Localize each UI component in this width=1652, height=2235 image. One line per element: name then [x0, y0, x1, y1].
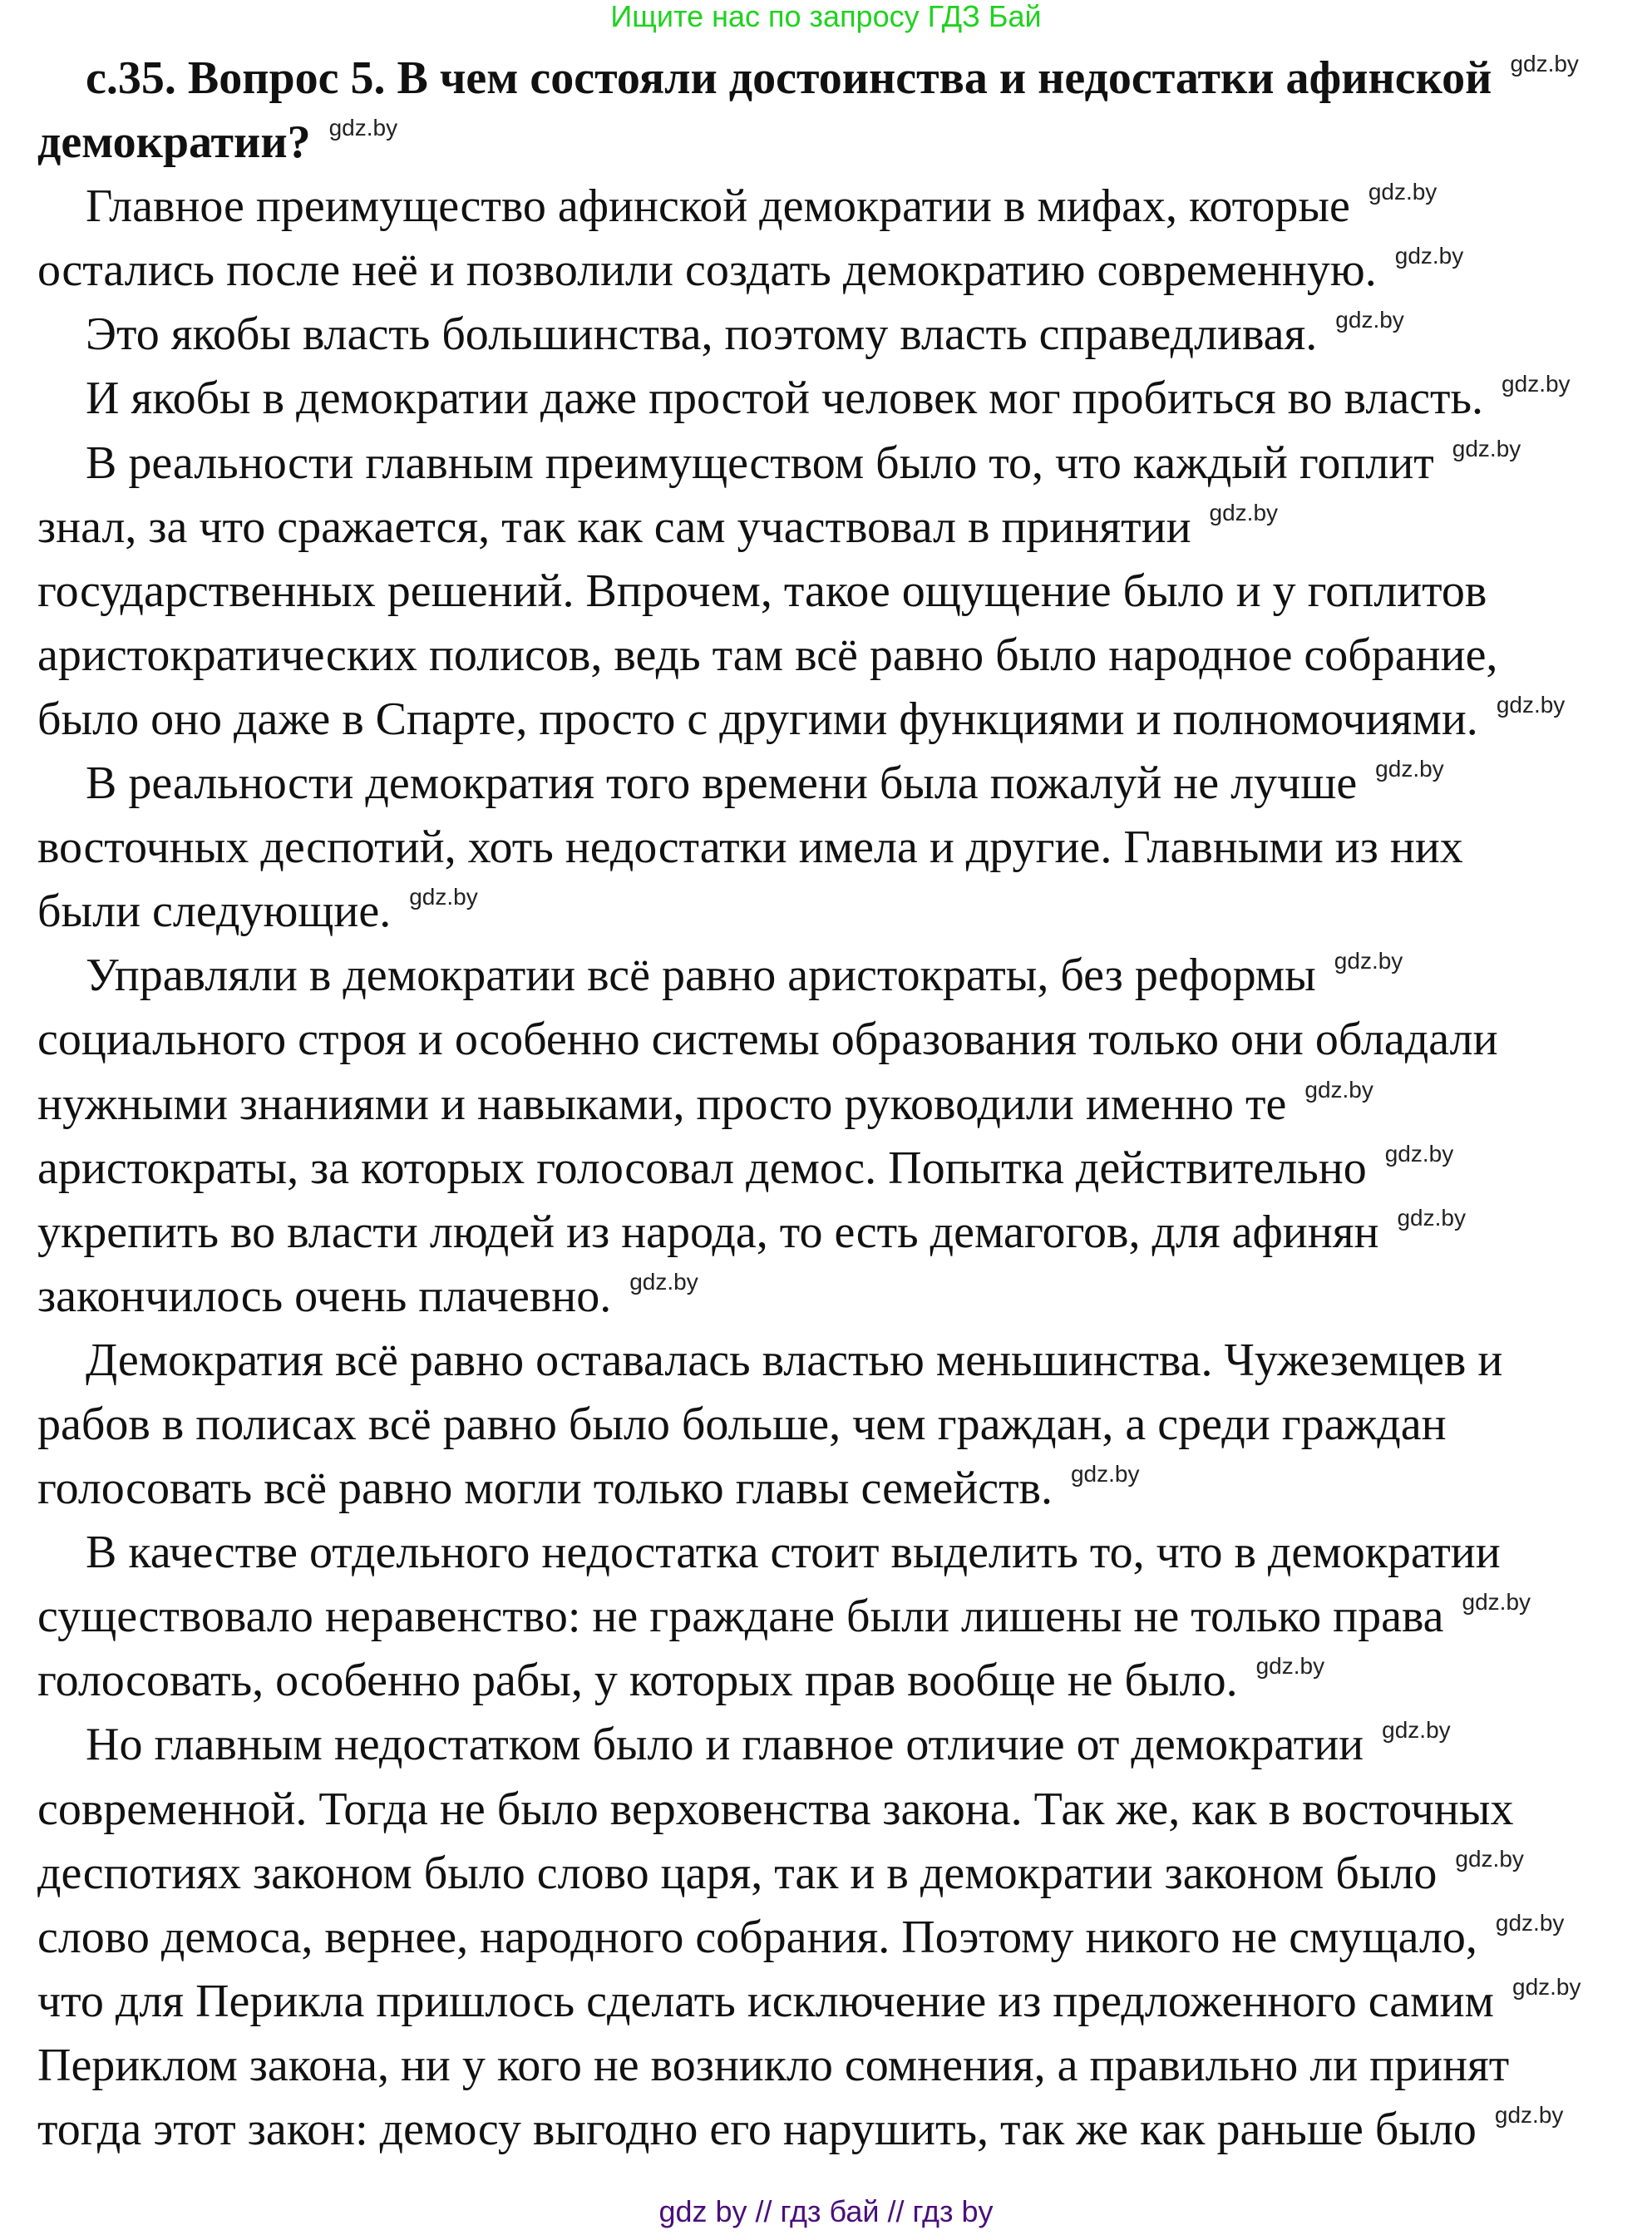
paragraph-line-text: знал, за что сражается, так как сам участвовал в принятии: [37, 501, 1191, 553]
search-hint-banner: Ищите нас по запросу ГДЗ Бай: [610, 0, 1042, 33]
paragraph-line: [0, 1073, 1652, 1137]
paragraph-line: [0, 624, 1652, 688]
paragraph-line: [0, 944, 1652, 1008]
paragraph-line-text: деспотиях законом было слово царя, так и в демократии законом было: [37, 1847, 1437, 1899]
paragraph-line-text: остались после неё и позволили создать демократию современную.: [37, 244, 1377, 297]
paragraph-line-text: В качестве отдельного недостатка стоит выделить то, что в демократии: [86, 1527, 1501, 1579]
watermark: gdz.by: [1382, 1717, 1451, 1744]
paragraph-line: [0, 1970, 1652, 2034]
paragraph-line-text: аристократических полисов, ведь там всё равно было народное собрание,: [37, 629, 1498, 681]
paragraph-line-text: современной. Тогда не было верховенства закона. Так же, как в восточных: [37, 1783, 1514, 1835]
paragraph-line-text: закончилось очень плачевно.: [37, 1270, 612, 1322]
watermark: gdz.by: [1510, 51, 1579, 76]
watermark: gdz.by: [1462, 1589, 1531, 1616]
paragraph-line: [0, 1521, 1652, 1585]
paragraph-line-text: Периклом закона, ни у кого не возникло сомнения, а правильно ли принят: [37, 2039, 1510, 2091]
paragraph-line: [0, 1649, 1652, 1713]
paragraph-line: [0, 303, 1652, 367]
paragraph-line: [0, 816, 1652, 880]
watermark: gdz.by: [1494, 2102, 1564, 2128]
paragraph-line: [0, 1265, 1652, 1329]
paragraph-line-text: Но главным недостатком было и главное отличие от демократии: [86, 1719, 1364, 1771]
paragraph-line-text: нужными знаниями и навыками, просто руководили именно те: [37, 1078, 1287, 1130]
paragraph-line: [0, 752, 1652, 816]
paragraph-line-text: Главное преимущество афинской демократии в мифах, которые: [86, 180, 1350, 233]
watermark: gdz.by: [409, 884, 478, 910]
paragraph-line: [0, 1842, 1652, 1906]
paragraph-line-text: слово демоса, вернее, народного собрания. Поэтому никого не смущало,: [37, 1911, 1477, 1963]
answer-text: [0, 47, 1652, 2162]
paragraph-line-text: В реальности главным преимуществом было то, что каждый гоплит: [86, 437, 1434, 489]
watermark: gdz.by: [1496, 691, 1566, 718]
paragraph-line: [0, 688, 1652, 752]
question-title-line: [0, 47, 1652, 111]
paragraph-line-text: существовало неравенство: не граждане были лишены не только права: [37, 1591, 1444, 1643]
paragraph-line: [0, 432, 1652, 496]
watermark: gdz.by: [1375, 756, 1444, 782]
paragraph-line: [0, 367, 1652, 431]
paragraph-line-text: были следующие.: [37, 886, 392, 938]
paragraph-line-text: восточных деспотий, хоть недостатки имела и другие. Главными из них: [37, 821, 1463, 874]
paragraph-line: [0, 2098, 1652, 2162]
paragraph-line: [0, 1778, 1652, 1842]
paragraph-line-text: Это якобы власть большинства, поэтому власть справедливая.: [86, 308, 1318, 361]
paragraph-line: [0, 1329, 1652, 1393]
watermark: gdz.by: [1209, 499, 1279, 525]
question-title-line-text: демократии?: [37, 116, 311, 169]
watermark: gdz.by: [1334, 948, 1403, 974]
paragraph-line-text: государственных решений. Впрочем, такое ощущение было и у гоплитов: [37, 565, 1487, 617]
paragraph-line-text: рабов в полисах всё равно было больше, чем граждан, а среди граждан: [37, 1398, 1447, 1450]
paragraph-line-text: укрепить во власти людей из народа, то есть демагогов, для афинян: [37, 1206, 1379, 1258]
paragraph-line-text: Управляли в демократии всё равно аристократы, без реформы: [86, 950, 1316, 1002]
watermark: gdz.by: [1335, 307, 1404, 333]
paragraph-line-text: голосовать, особенно рабы, у которых прав вообще не было.: [37, 1655, 1238, 1707]
paragraph-line: [0, 1008, 1652, 1072]
paragraph-line-text: социального строя и особенно системы образования только они обладали: [37, 1014, 1498, 1066]
paragraph-line-text: Демократия всё равно оставалась властью меньшинства. Чужеземцев и: [86, 1334, 1503, 1386]
paragraph-line-text: было оно даже в Спарте, просто с другими функциями и полномочиями.: [37, 693, 1478, 745]
paragraph-line: [0, 1393, 1652, 1457]
paragraph-line: [0, 496, 1652, 560]
watermark: gdz.by: [1255, 1653, 1325, 1680]
site-footer: gdz by // гдз бай // гдз by: [658, 2194, 994, 2228]
paragraph-line: [0, 880, 1652, 944]
paragraph-line-text: тогда этот закон: демосу выгодно его нарушить, так же как раньше было: [37, 2104, 1477, 2155]
paragraph-line: [0, 1137, 1652, 1201]
paragraph-line: [0, 239, 1652, 303]
paragraph-line: [0, 560, 1652, 624]
watermark: gdz.by: [1304, 1076, 1373, 1103]
paragraph-line-text: В реальности демократия того времени была пожалуй не лучше: [86, 757, 1358, 810]
paragraph-line-text: голосовать всё равно могли только главы семейств.: [37, 1463, 1053, 1515]
paragraph-line: [0, 1713, 1652, 1777]
paragraph-line: [0, 2034, 1652, 2098]
watermark: gdz.by: [1384, 1140, 1454, 1167]
paragraph-line: [0, 1201, 1652, 1265]
watermark: gdz.by: [1495, 1909, 1565, 1936]
paragraph-line-text: И якобы в демократии даже простой человек мог пробиться во власть.: [86, 372, 1484, 425]
watermark: gdz.by: [1070, 1461, 1140, 1488]
watermark: gdz.by: [1394, 243, 1464, 269]
paragraph-line: [0, 1906, 1652, 1970]
watermark: gdz.by: [1502, 371, 1571, 397]
watermark: gdz.by: [1512, 1973, 1581, 2000]
paragraph-line-text: аристократы, за которых голосовал демос. Попытка действительно: [37, 1142, 1367, 1194]
watermark: gdz.by: [328, 115, 398, 141]
watermark: gdz.by: [1368, 179, 1437, 205]
watermark: gdz.by: [629, 1268, 698, 1295]
paragraph-line: [0, 1585, 1652, 1649]
watermark: gdz.by: [1455, 1845, 1524, 1872]
paragraph-line-text: что для Перикла пришлось сделать исключение из предложенного самим: [37, 1975, 1494, 2027]
watermark: gdz.by: [1452, 435, 1521, 461]
watermark: gdz.by: [1397, 1204, 1466, 1231]
question-title-line-text: с.35. Вопрос 5. В чем состояли достоинства и недостатки афинской: [86, 52, 1492, 104]
paragraph-line: [0, 175, 1652, 239]
question-title-line: [0, 111, 1652, 175]
paragraph-line: [0, 1457, 1652, 1521]
